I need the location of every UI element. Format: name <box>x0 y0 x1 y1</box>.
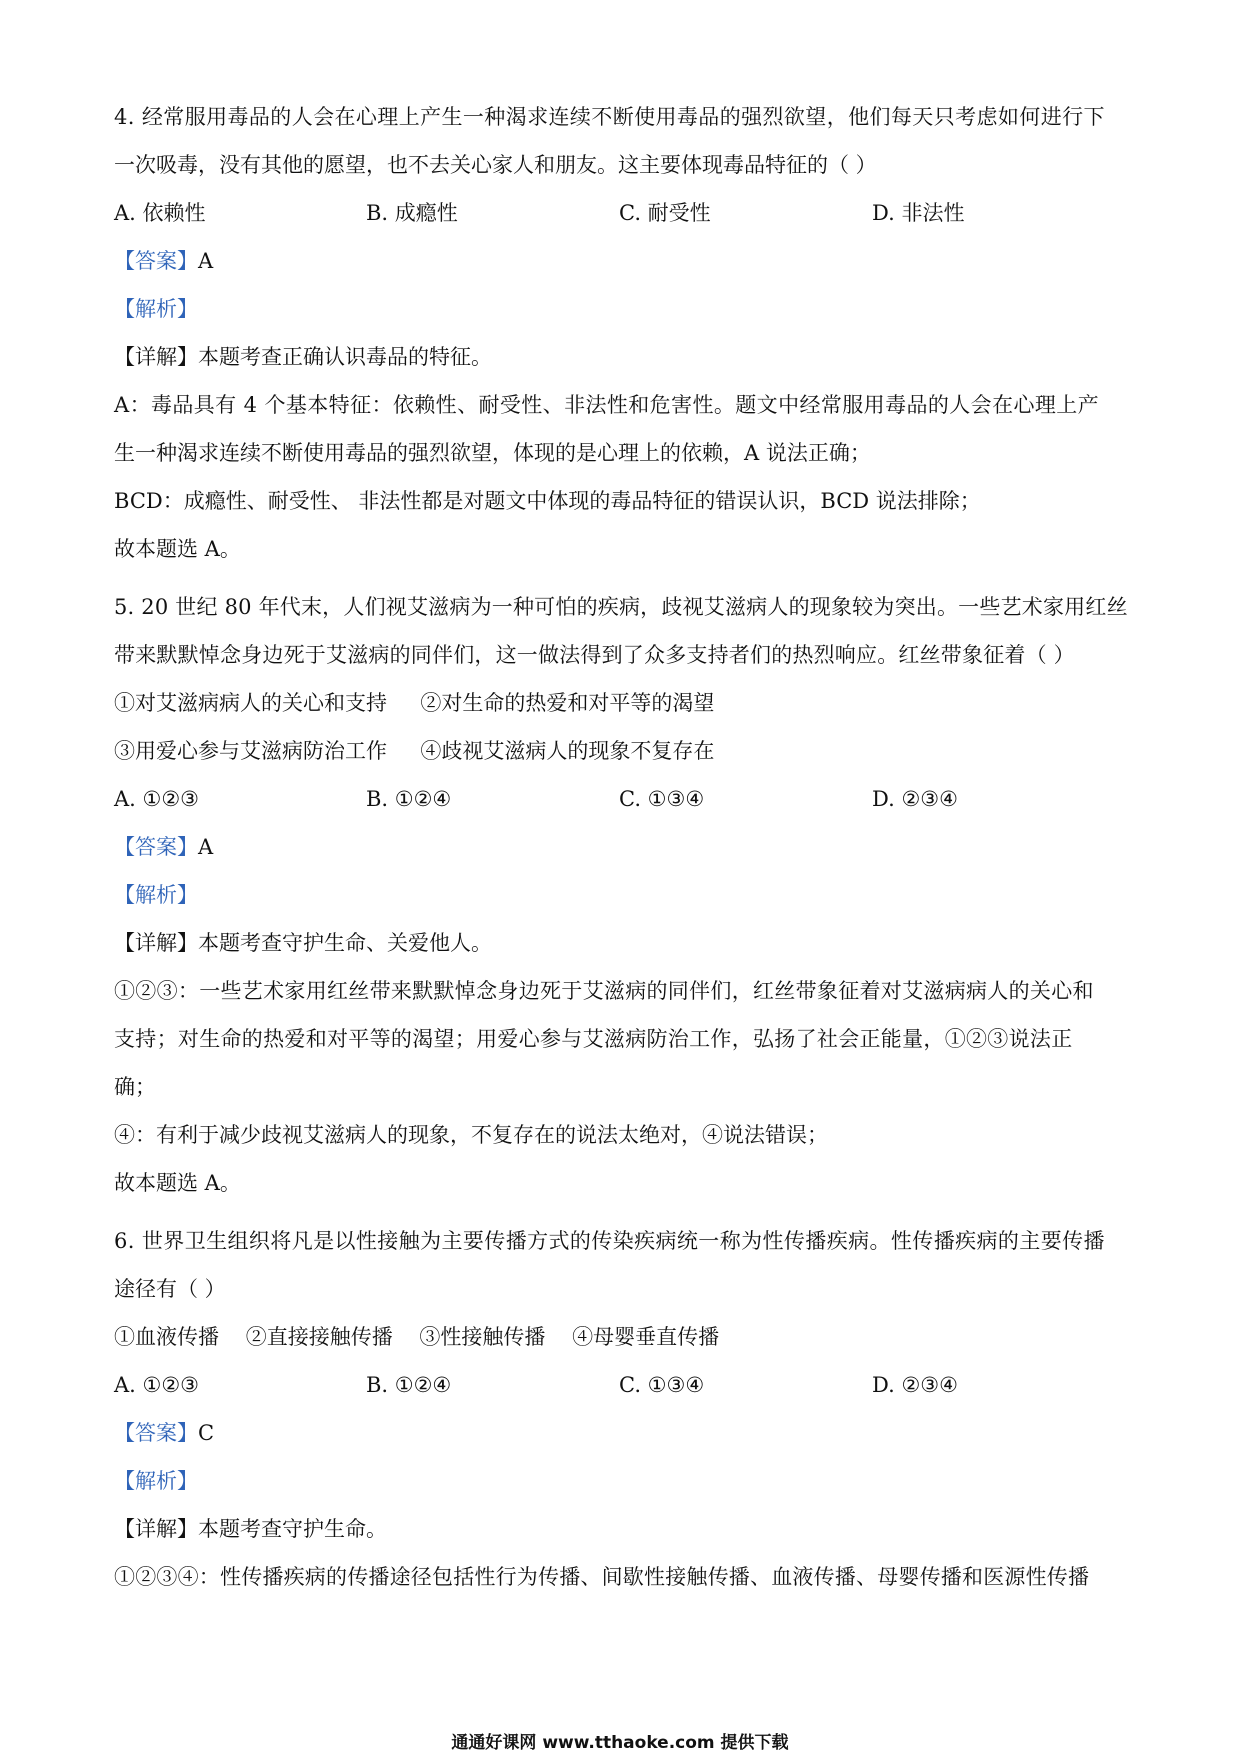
q6-option-b: B. ①②④ <box>366 1373 452 1397</box>
q5-explanation-line3: 确； <box>114 1075 156 1099</box>
q5-items-line2: ③用爱心参与艾滋病防治工作 ④歧视艾滋病人的现象不复存在 <box>114 739 715 763</box>
detail-text: 本题考查正确认识毒品的特征。 <box>198 345 492 369</box>
q6-option-c: C. ①③④ <box>619 1373 705 1397</box>
q4-detail <box>114 342 492 372</box>
q4-answer <box>114 246 213 276</box>
q4-explanation-line1: A：毒品具有 4 个基本特征：依赖性、耐受性、非法性和危害性。题文中经常服用毒品的人会在心理上产 <box>114 393 1100 417</box>
detail-text: 本题考查守护生命。 <box>198 1517 387 1541</box>
q4-explanation-line3: BCD：成瘾性、耐受性、 非法性都是对题文中体现的毒品特征的错误认识，BCD 说法排除； <box>114 489 981 513</box>
q5-option-a: A. ①②③ <box>114 787 199 811</box>
q6-option-d: D. ②③④ <box>872 1373 958 1397</box>
q6-items-line1: ①血液传播 ②直接接触传播 ③性接触传播 ④母婴垂直传播 <box>114 1325 720 1349</box>
q5-analysis-tag: 【解析】 <box>114 883 198 907</box>
q5-answer <box>114 832 213 862</box>
q5-detail <box>114 928 492 958</box>
answer-value: A <box>198 835 214 859</box>
answer-value: C <box>198 1421 215 1445</box>
answer-tag: 【答案】 <box>114 249 198 273</box>
detail-text: 本题考查守护生命、关爱他人。 <box>198 931 492 955</box>
q4-stem-line2: 一次吸毒，没有其他的愿望，也不去关心家人和朋友。这主要体现毒品特征的（ ） <box>114 153 877 177</box>
q5-option-d: D. ②③④ <box>872 787 958 811</box>
q4-explanation-line2: 生一种渴求连续不断使用毒品的强烈欲望，体现的是心理上的依赖，A 说法正确； <box>114 441 871 465</box>
q6-answer <box>114 1418 214 1448</box>
q6-detail <box>114 1514 387 1544</box>
page-footer: 通通好课网 www.tthaoke.com 提供下载 <box>451 1733 789 1753</box>
q5-explanation-line1: ①②③：一些艺术家用红丝带来默默悼念身边死于艾滋病的同伴们，红丝带象征着对艾滋病病人的关心和 <box>114 979 1094 1003</box>
detail-tag: 【详解】 <box>114 931 198 955</box>
answer-value: A <box>198 249 214 273</box>
q5-option-b: B. ①②④ <box>366 787 452 811</box>
q4-analysis-tag: 【解析】 <box>114 297 198 321</box>
q6-analysis-tag: 【解析】 <box>114 1469 198 1493</box>
q6-option-a: A. ①②③ <box>114 1373 199 1397</box>
answer-tag: 【答案】 <box>114 835 198 859</box>
q5-explanation-line2: 支持；对生命的热爱和对平等的渴望；用爱心参与艾滋病防治工作，弘扬了社会正能量，①②③说法正 <box>114 1027 1073 1051</box>
detail-tag: 【详解】 <box>114 1517 198 1541</box>
q6-stem-line2: 途径有（ ） <box>114 1277 226 1301</box>
q4-option-d: D. 非法性 <box>872 201 965 225</box>
q4-option-a: A. 依赖性 <box>114 201 206 225</box>
q6-explanation-line1: ①②③④：性传播疾病的传播途径包括性行为传播、间歇性接触传播、血液传播、母婴传播和医源性传播 <box>114 1565 1090 1589</box>
q4-explanation-line4: 故本题选 A。 <box>114 537 241 561</box>
q5-option-c: C. ①③④ <box>619 787 705 811</box>
q5-explanation-line5: 故本题选 A。 <box>114 1171 241 1195</box>
q5-stem-line1: 5. 20 世纪 80 年代末，人们视艾滋病为一种可怕的疾病，歧视艾滋病人的现象较为突出。一些艺术家用红丝 <box>114 595 1128 619</box>
answer-tag: 【答案】 <box>114 1421 198 1445</box>
q4-stem-line1: 4. 经常服用毒品的人会在心理上产生一种渴求连续不断使用毒品的强烈欲望，他们每天只考虑如何进行下 <box>114 105 1105 129</box>
q5-stem-line2: 带来默默悼念身边死于艾滋病的同伴们，这一做法得到了众多支持者们的热烈响应。红丝带象征着（ ） <box>114 643 1075 667</box>
q5-explanation-line4: ④：有利于减少歧视艾滋病人的现象，不复存在的说法太绝对，④说法错误； <box>114 1123 828 1147</box>
q4-option-c: C. 耐受性 <box>619 201 711 225</box>
q6-stem-line1: 6. 世界卫生组织将凡是以性接触为主要传播方式的传染疾病统一称为性传播疾病。性传播疾病的主要传播 <box>114 1229 1105 1253</box>
detail-tag: 【详解】 <box>114 345 198 369</box>
q5-items-line1: ①对艾滋病病人的关心和支持 ②对生命的热爱和对平等的渴望 <box>114 691 715 715</box>
q4-option-b: B. 成瘾性 <box>366 201 458 225</box>
